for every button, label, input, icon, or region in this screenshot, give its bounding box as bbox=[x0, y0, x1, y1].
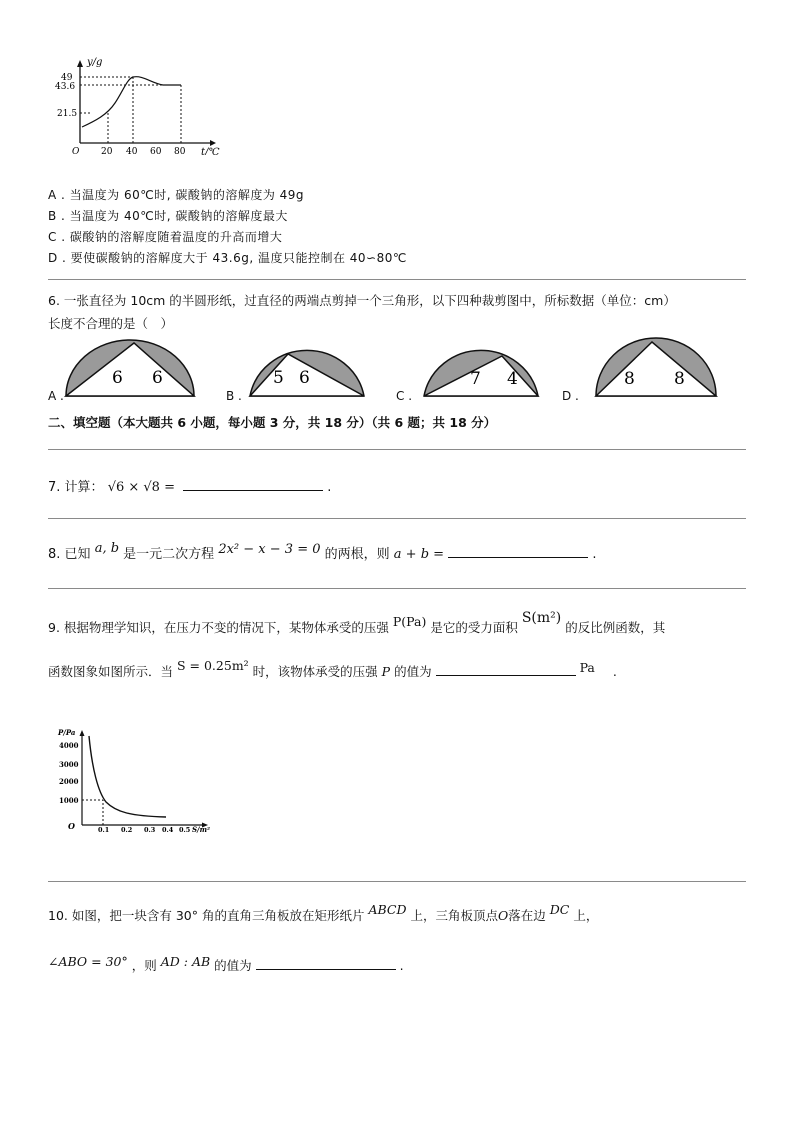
q7-answer-blank[interactable] bbox=[183, 476, 323, 491]
q6-choice-d-label[interactable]: D . bbox=[562, 389, 579, 403]
x-tick-04: 0.4 bbox=[162, 826, 174, 834]
q10-line2 bbox=[48, 955, 404, 974]
q10-rectangle: ABCD bbox=[368, 902, 407, 917]
x-tick-20: 20 bbox=[101, 147, 113, 155]
section-heading: 二、填空题（本大题共 6 小题，每小题 3 分，共 18 分）（共 6 题；共 18 分） bbox=[48, 415, 497, 430]
q9-answer-blank[interactable] bbox=[436, 661, 576, 676]
q8-text-mid: 是一元二次方程 bbox=[123, 547, 215, 562]
q6-choice-c-figure[interactable] bbox=[420, 334, 544, 400]
y-tick-2000: 2000 bbox=[59, 777, 79, 786]
y-tick-4000: 4000 bbox=[59, 741, 79, 750]
q9-text-1c: 的反比例函数，其 bbox=[565, 620, 666, 635]
q10-text-1a: 10. 如图，把一块含有 30° 角的直角三角板放在矩形纸片 bbox=[48, 908, 365, 923]
x-axis-arrow bbox=[210, 140, 216, 146]
q6-d-right-value: 8 bbox=[674, 369, 685, 389]
q6-choice-a-label[interactable]: A . bbox=[48, 389, 64, 403]
q10-text-2a: ，则 bbox=[131, 958, 157, 973]
q6-choice-a-figure[interactable] bbox=[62, 334, 202, 400]
q10-text-2b: 的值为 bbox=[214, 958, 252, 973]
q5-option-c[interactable]: C . 碳酸钠的溶解度随着温度的升高而增大 bbox=[48, 230, 283, 244]
q6-line2: 长度不合理的是（ ） bbox=[48, 316, 174, 331]
q10-vertex: O bbox=[497, 908, 509, 923]
q6-b-right-value: 6 bbox=[299, 368, 310, 388]
q8-period: . bbox=[592, 547, 597, 562]
q10-answer-blank[interactable] bbox=[256, 955, 396, 970]
divider bbox=[48, 518, 746, 519]
x-tick-02: 0.2 bbox=[121, 826, 133, 834]
x-tick-01: 0.1 bbox=[98, 826, 110, 834]
x-tick-03: 0.3 bbox=[144, 826, 156, 834]
q9-line2 bbox=[48, 658, 617, 680]
y-tick-1000: 1000 bbox=[59, 796, 79, 805]
q10-text-1b: 上，三角板顶点 bbox=[410, 908, 498, 923]
q8-sum: a + b = bbox=[393, 547, 445, 562]
q10-line1 bbox=[48, 902, 599, 924]
q6-choice-d-figure[interactable] bbox=[592, 332, 720, 400]
origin-label: O bbox=[72, 147, 80, 155]
divider bbox=[48, 588, 746, 589]
x-tick-40: 40 bbox=[126, 147, 138, 155]
q5-option-a[interactable]: A . 当温度为 60℃时, 碳酸钠的溶解度为 49g bbox=[48, 188, 305, 202]
solubility-curve bbox=[82, 77, 181, 127]
q10-ratio: AD : AB bbox=[160, 954, 211, 969]
y-axis-arrow bbox=[80, 730, 85, 736]
q6-a-right-value: 6 bbox=[152, 368, 163, 388]
y-axis-arrow bbox=[77, 60, 83, 67]
q6-line1: 6. 一张直径为 10cm 的半圆形纸，过直径的两端点剪掉一个三角形，以下四种裁剪图中，所标数据（单位：cm） bbox=[48, 293, 676, 308]
pressure-graph bbox=[56, 728, 216, 834]
y-axis-label: P/Pa bbox=[58, 728, 76, 737]
pressure-curve bbox=[89, 736, 166, 817]
q5-option-b[interactable]: B . 当温度为 40℃时, 碳酸钠的溶解度最大 bbox=[48, 209, 288, 223]
q6-choice-c-label[interactable]: C . bbox=[396, 389, 413, 403]
q9-area-value: S = 0.25m² bbox=[177, 658, 249, 673]
q10-period: . bbox=[399, 958, 404, 973]
y-tick-3000: 3000 bbox=[59, 760, 79, 769]
q7-expression: √6 × √8 = bbox=[107, 480, 175, 495]
divider bbox=[48, 881, 746, 882]
q6-c-right-value: 4 bbox=[507, 369, 518, 389]
y-axis-label: y/g bbox=[87, 57, 103, 68]
q8 bbox=[48, 543, 596, 562]
x-tick-05: 0.5 bbox=[179, 826, 191, 834]
divider bbox=[48, 279, 746, 280]
q9-text-2a: 函数图象如图所示．当 bbox=[48, 664, 174, 679]
q9-line1 bbox=[48, 610, 666, 636]
q9-pressure-p: P bbox=[381, 664, 391, 679]
q7-number: 7. 计算： bbox=[48, 480, 104, 495]
q9-text-2b: 时，该物体承受的压强 bbox=[252, 664, 378, 679]
x-axis-label: t/℃ bbox=[201, 147, 220, 155]
q8-roots: a, b bbox=[94, 541, 120, 556]
q6-c-left-value: 7 bbox=[470, 369, 481, 389]
x-tick-80: 80 bbox=[174, 147, 186, 155]
q9-unit: Pa bbox=[579, 660, 595, 675]
q8-equation: 2x² − x − 3 = 0 bbox=[218, 542, 321, 557]
q10-text-1d: 上， bbox=[573, 908, 599, 923]
x-tick-60: 60 bbox=[150, 147, 162, 155]
q7 bbox=[48, 476, 331, 495]
q8-answer-blank[interactable] bbox=[448, 543, 588, 558]
q6-d-left-value: 8 bbox=[624, 369, 635, 389]
divider bbox=[48, 449, 746, 450]
q8-text-tail: 的两根，则 bbox=[324, 547, 390, 562]
q10-angle: ∠ABO = 30° bbox=[48, 954, 128, 969]
q9-text-1b: 是它的受力面积 bbox=[430, 620, 518, 635]
q9-area-symbol: S(m²) bbox=[521, 610, 562, 626]
q9-period: . bbox=[612, 664, 617, 679]
q9-text-1a: 9. 根据物理学知识，在压力不变的情况下，某物体承受的压强 bbox=[48, 620, 389, 635]
y-tick-49: 49 bbox=[61, 73, 73, 83]
q9-pressure-symbol: P(Pa) bbox=[392, 614, 427, 629]
q5-option-d[interactable]: D . 要使碳酸钠的溶解度大于 43.6g, 温度只能控制在 40∽80℃ bbox=[48, 251, 407, 265]
y-tick-21-5: 21.5 bbox=[57, 109, 78, 119]
q6-b-left-value: 5 bbox=[273, 368, 284, 388]
q7-period: . bbox=[327, 480, 332, 495]
solubility-graph bbox=[55, 55, 235, 155]
x-axis-label: S/m² bbox=[192, 825, 211, 834]
q6-choice-b-figure[interactable] bbox=[246, 334, 370, 400]
origin-label: O bbox=[68, 821, 75, 831]
q9-text-2c: 的值为 bbox=[394, 664, 432, 679]
q6-choice-b-label[interactable]: B . bbox=[226, 389, 242, 403]
q10-text-1c: 落在边 bbox=[508, 908, 546, 923]
q6-a-left-value: 6 bbox=[112, 368, 123, 388]
q8-number: 8. 已知 bbox=[48, 547, 91, 562]
q10-side: DC bbox=[549, 902, 570, 917]
y-tick-43-6: 43.6 bbox=[55, 82, 76, 92]
